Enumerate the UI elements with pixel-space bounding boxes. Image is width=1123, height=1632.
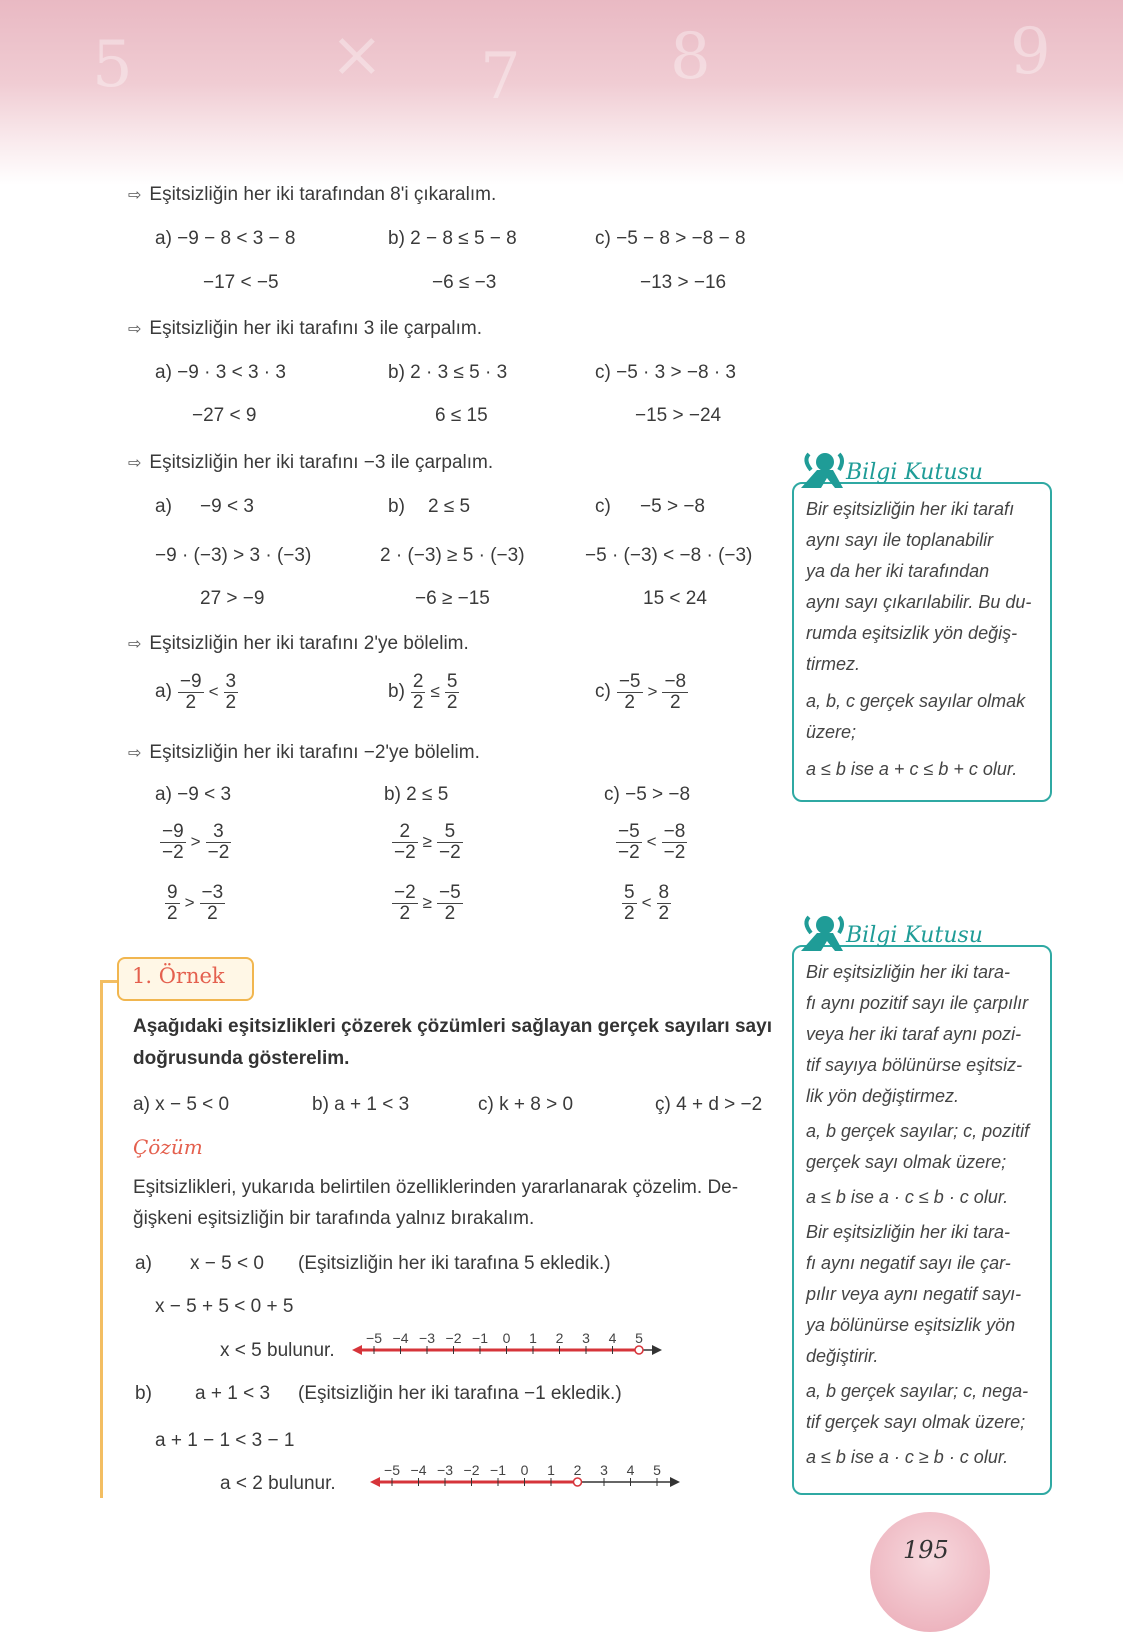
step-instruction: ⇨ Eşitsizliğin her iki tarafını −3 ile çarpalım. [128,452,494,473]
bg-digit: 9 [1010,15,1051,89]
step-result: 6 ≤ 15 [435,405,488,426]
bg-digit: 5 [92,28,133,102]
step-expression: −9 < 3 [200,496,254,517]
step-expression: −5 > −8 [640,496,705,517]
info-box-text: Bir eşitsizliğin her iki tara- fı aynı pozitif sayı ile çarpılır veya her iki taraf aynı pozi- tif sayıya bölünürse eşitsiz- lik yön değiştirmez. a, b gerçek sayılar; c, pozitif gerçek sayı olmak üzere; a ≤ b ise a · c ≤ b · c olur. Bir eşitsizliğin her iki tara- fı aynı negatif sayı ile çar- pılır veya aynı negatif sayı- ya bölünürse eşitsizlik yön değiştirir. a, b gerçek sayılar; c, nega- tif gerçek sayı olmak üzere; a ≤ b ise a · c ≥ b · c olur. [806,962,1030,1467]
step-label: b) [388,496,405,517]
tick-label: 2 [555,1330,564,1346]
step-result: 27 > −9 [200,588,265,609]
tick-label: 2 [573,1462,582,1478]
tick-label: −4 [392,1330,409,1346]
tick-label: −5 [384,1462,400,1478]
step-expression: a) −9 · 3 < 3 · 3 [155,362,286,383]
solution-result: x < 5 bulunur. [220,1340,335,1361]
step-expression: c) −5 · 3 > −8 · 3 [595,362,736,383]
arrow-right-icon: ⇨ [128,636,142,653]
solution-title: Çözüm [133,1135,203,1159]
fraction-inequality: $\frac{2}{-2}$ ≥ $\frac{5}{-2}$ [394,821,461,863]
tick-label: 1 [547,1462,555,1478]
bg-digit: 7 [480,40,521,114]
info-box-title: Bilgi Kutusu [846,923,983,948]
solution-equation: a + 1 < 3 [195,1383,271,1404]
step-result: −6 ≥ −15 [415,588,490,609]
example-item: ç) 4 + d > −2 [655,1094,763,1115]
example-item: b) a + 1 < 3 [312,1094,410,1115]
tick-label: −3 [419,1330,435,1346]
step-instruction: ⇨ Eşitsizliğin her iki tarafından 8'i çıkaralım. [128,184,497,205]
step-expression: 2 ≤ 5 [428,496,471,517]
step-expression: b) 2 − 8 ≤ 5 − 8 [388,228,517,249]
tick-label: 5 [635,1330,643,1346]
example-prompt: doğrusunda gösterelim. [133,1048,350,1069]
step-instruction: ⇨ Eşitsizliğin her iki tarafını 3 ile çarpalım. [128,318,483,339]
step-result: 15 < 24 [643,588,707,609]
step-expression: 2 · (−3) ≥ 5 · (−3) [380,545,525,566]
page-number-badge [870,1512,990,1632]
tick-label: −1 [472,1330,488,1346]
tick-label: 0 [520,1462,529,1478]
bg-digit: 8 [670,20,711,94]
tick-label: −5 [366,1330,382,1346]
tick-label: 4 [626,1462,635,1478]
tick-label: 1 [529,1330,537,1346]
number-line-b [370,1462,690,1492]
arrow-right-icon: ⇨ [128,321,142,338]
step-result: −13 > −16 [640,272,727,293]
fraction-inequality: $\frac{5}{2}$ < $\frac{8}{2}$ [624,882,670,924]
header-band [0,0,1123,185]
page-number: 195 [903,1536,949,1564]
tick-label: 5 [653,1462,661,1478]
solution-result: a < 2 bulunur. [220,1473,336,1494]
step-expression: a) −9 − 8 < 3 − 8 [155,228,296,249]
fraction-inequality: $\frac{-5}{-2}$ < $\frac{-8}{-2}$ [618,821,686,863]
fraction-inequality: b) $\frac{2}{2}$ ≤ $\frac{5}{2}$ [388,671,458,713]
step-expression: −5 · (−3) < −8 · (−3) [585,545,753,566]
open-point [635,1346,643,1354]
step-expression: b) 2 ≤ 5 [384,784,449,805]
arrow-right-icon: ⇨ [128,745,142,762]
step-instruction: ⇨ Eşitsizliğin her iki tarafını −2'ye bölelim. [128,742,480,763]
arrow-right-icon [670,1477,680,1487]
solution-text: Eşitsizlikleri, yukarıda belirtilen özelliklerinden yararlanarak çözelim. De- [133,1177,739,1198]
open-point [574,1478,582,1486]
example-item: c) k + 8 > 0 [478,1094,574,1115]
arrow-right-icon [652,1345,662,1355]
step-label: c) [595,496,611,517]
tick-label: 3 [582,1330,590,1346]
solution-text: ğişkeni eşitsizliğin bir tarafında yalnız bırakalım. [133,1208,535,1229]
tick-label: −4 [410,1462,427,1478]
arrow-right-icon: ⇨ [128,455,142,472]
fraction-inequality: c) $\frac{-5}{2}$ > $\frac{-8}{2}$ [595,671,687,713]
example-item: a) x − 5 < 0 [133,1094,230,1115]
step-expression: a) −9 < 3 [155,784,232,805]
tick-label: −3 [437,1462,453,1478]
solution-step: a + 1 − 1 < 3 − 1 [155,1430,295,1451]
solution-label: a) [135,1253,152,1274]
tick-label: −2 [445,1330,462,1346]
step-instruction: ⇨ Eşitsizliğin her iki tarafını 2'ye bölelim. [128,633,469,654]
step-expression: c) −5 > −8 [604,784,691,805]
solution-note: (Eşitsizliğin her iki tarafına −1 ekledik.) [298,1383,622,1404]
example-prompt: Aşağıdaki eşitsizlikleri çözerek çözümleri sağlayan gerçek sayıları sayı [133,1016,772,1037]
solution-label: b) [135,1383,152,1404]
step-result: −27 < 9 [192,405,257,426]
bg-digit: × [330,18,384,92]
tick-label: −1 [490,1462,506,1478]
tick-label: 3 [600,1462,608,1478]
step-expression: c) −5 − 8 > −8 − 8 [595,228,746,249]
step-label: a) [155,496,172,517]
fraction-inequality: $\frac{-2}{2}$ ≥ $\frac{-5}{2}$ [394,882,461,924]
info-box-text: Bir eşitsizliğin her iki tarafı aynı sayı ile toplanabilir ya da her iki tarafından aynı sayı çıkarılabilir. Bu du- rumda eşitsizlik yön değiş- tirmez. a, b, c gerçek sayılar olmak üzere; a ≤ b ise a + c ≤ b + c olur. [806,499,1032,779]
solution-note: (Eşitsizliğin her iki tarafına 5 ekledik.) [298,1253,611,1274]
step-result: −17 < −5 [203,272,279,293]
step-result: −6 ≤ −3 [432,272,497,293]
tick-label: −2 [463,1462,480,1478]
info-box-title: Bilgi Kutusu [846,460,983,485]
fraction-inequality: a) $\frac{-9}{2}$ < $\frac{3}{2}$ [155,671,237,713]
tick-label: 4 [608,1330,617,1346]
number-line-a [352,1330,672,1360]
example-border [100,980,103,1498]
solution-equation: x − 5 < 0 [190,1253,264,1274]
tick-label: 0 [502,1330,511,1346]
solution-step: x − 5 + 5 < 0 + 5 [155,1296,294,1317]
step-expression: b) 2 · 3 ≤ 5 · 3 [388,362,508,383]
example-title: 1. Örnek [132,964,225,988]
fraction-inequality: $\frac{9}{2}$ > $\frac{-3}{2}$ [167,882,224,924]
step-result: −15 > −24 [635,405,722,426]
example-border [100,980,118,983]
thinking-figure-icon [795,913,845,955]
thinking-figure-icon [795,450,845,492]
fraction-inequality: $\frac{-9}{-2}$ > $\frac{3}{-2}$ [162,821,230,863]
step-expression: −9 · (−3) > 3 · (−3) [155,545,312,566]
arrow-right-icon: ⇨ [128,187,142,204]
